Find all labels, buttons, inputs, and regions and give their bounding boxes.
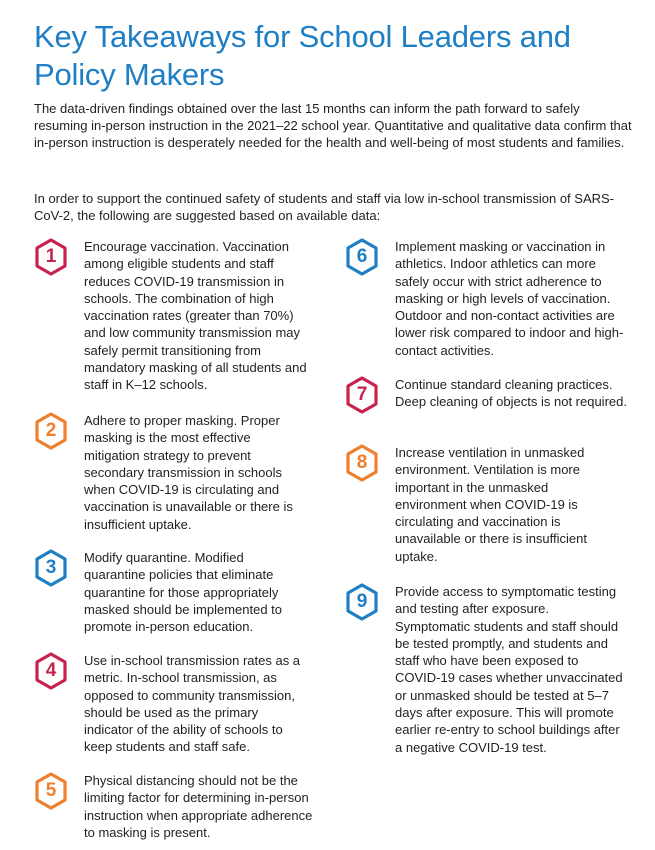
item-text: Encourage vaccination. Vaccination among eligible students and staff reduces COVID-19 transmission in schools. The combination of high vaccination rates (greater than 70%) and low community transmission may safely permit transitioning from mandatory masking of all students and staff in K–12 schools.: [84, 239, 307, 393]
item-number: 6: [356, 246, 368, 267]
item-number: 3: [45, 557, 57, 578]
hexagon-badge-icon: [345, 238, 379, 276]
item-text: Physical distancing should not be the limiting factor for determining in-person instruction when appropriate adherence to masking is present.: [84, 773, 313, 840]
item-number: 4: [45, 660, 57, 681]
item-text: Increase ventilation in unmasked environment. Ventilation is more important in the unmasked environment when COVID-19 is circulating and vaccination is unavailable or there is insufficient uptake.: [395, 445, 587, 564]
hexagon-badge-icon: [345, 444, 379, 482]
hexagon-badge-icon: [345, 376, 379, 414]
item-text: Implement masking or vaccination in athletics. Indoor athletics can more safely occur with strict adherence to masking or high levels of vaccination. Outdoor and non-contact activities are lower risk compared to indoor and high-contact activities.: [395, 239, 624, 358]
item-text: Adhere to proper masking. Proper masking is the most effective mitigation strategy to prevent secondary transmission in schools when COVID-19 is circulating and vaccination is unavailable or there is insufficient uptake.: [84, 413, 293, 532]
item-number: 5: [45, 780, 57, 801]
hexagon-badge-icon: [34, 412, 68, 450]
hexagon-badge-icon: [345, 583, 379, 621]
item-text: Modify quarantine. Modified quarantine policies that eliminate quarantine for those appropriately masked should be implemented to promote in-person education.: [84, 550, 283, 635]
item-text: Use in-school transmission rates as a metric. In-school transmission, as opposed to community transmission, should be used as the primary indicator of the ability of schools to keep students and staff safe.: [84, 653, 301, 755]
item-number: 9: [356, 591, 368, 612]
hexagon-badge-icon: [34, 772, 68, 810]
item-number: 1: [45, 246, 57, 267]
item-text: Continue standard cleaning practices. Deep cleaning of objects is not required.: [395, 377, 627, 410]
hexagon-badge-icon: [34, 238, 68, 276]
item-number: 7: [356, 384, 368, 405]
intro-paragraph: The data-driven findings obtained over the last 15 months can inform the path forward to safely resuming in-person instruction in the 2021–22 school year. Quantitative and qualitative data confirm that in-person instruction is desperately needed for the health and well-being of most students and families.: [34, 101, 632, 151]
hexagon-badge-icon: [34, 652, 68, 690]
intro-paragraph-2: In order to support the continued safety of students and staff via low in-school transmission of SARS-CoV-2, the following are suggested based on available data:: [34, 191, 615, 224]
item-number: 2: [45, 420, 57, 441]
item-text: Provide access to symptomatic testing and testing after exposure. Symptomatic students and staff should be tested promptly, and students and staff who have been exposed to COVID-19 cases whether unvaccinated or unmasked should be tested at 5–7 days after exposure. This will promote earlier re-entry to school buildings after a negative COVID-19 test.: [395, 584, 623, 755]
hexagon-badge-icon: [34, 549, 68, 587]
page-title: Key Takeaways for School Leaders and Policy Makers: [34, 19, 571, 92]
item-number: 8: [356, 452, 368, 473]
